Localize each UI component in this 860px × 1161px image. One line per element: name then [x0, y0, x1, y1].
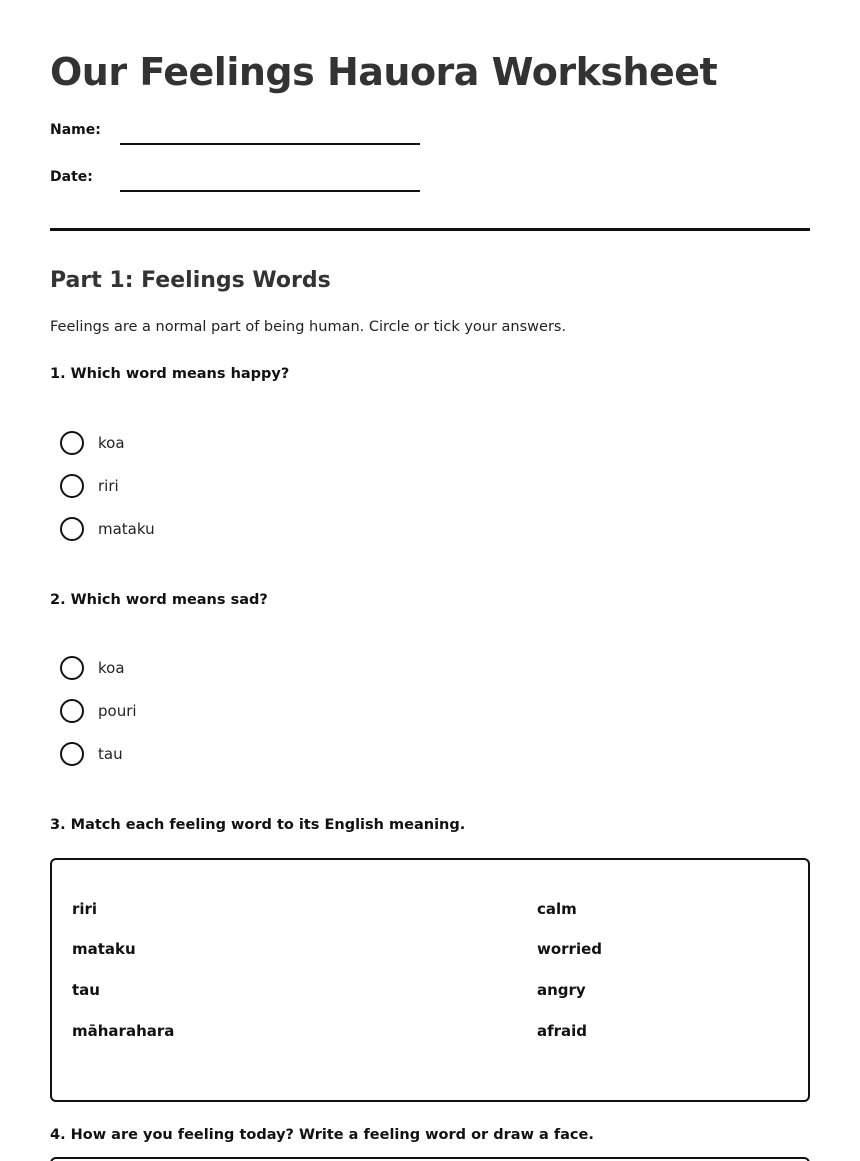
name-line[interactable] [120, 143, 420, 145]
page-title: Our Feelings Hauora Worksheet [50, 50, 718, 94]
match-left-item[interactable]: māharahara [72, 1022, 175, 1040]
date-label: Date: [50, 169, 93, 185]
q2-option-3[interactable] [60, 741, 123, 767]
match-left-item[interactable]: riri [72, 900, 98, 918]
section-title: Part 1: Feelings Words [50, 268, 331, 293]
radio-circle-icon[interactable] [60, 742, 84, 766]
answer-box[interactable] [50, 1157, 810, 1161]
q1-option-1[interactable] [60, 430, 125, 456]
q2-option-1[interactable] [60, 655, 125, 681]
option-label: mataku [98, 520, 155, 538]
question-1: 1. Which word means happy? [50, 366, 290, 382]
question-3: 3. Match each feeling word to its English meaning. [50, 817, 466, 833]
match-right-item[interactable]: afraid [537, 1022, 588, 1040]
radio-circle-icon[interactable] [60, 656, 84, 680]
radio-circle-icon[interactable] [60, 474, 84, 498]
match-left-item[interactable]: mataku [72, 940, 136, 958]
option-label: tau [98, 745, 123, 763]
match-right-item[interactable]: worried [537, 940, 603, 958]
match-right-item[interactable]: angry [537, 981, 586, 999]
question-2: 2. Which word means sad? [50, 592, 268, 608]
question-4: 4. How are you feeling today? Write a feeling word or draw a face. [50, 1127, 594, 1143]
option-label: koa [98, 659, 125, 677]
q1-option-3[interactable] [60, 516, 155, 542]
section-divider [50, 228, 810, 231]
q1-option-2[interactable] [60, 473, 119, 499]
option-label: pouri [98, 702, 137, 720]
radio-circle-icon[interactable] [60, 517, 84, 541]
match-right-item[interactable]: calm [537, 900, 577, 918]
name-label: Name: [50, 122, 101, 138]
matching-box [50, 858, 810, 1102]
section-intro: Feelings are a normal part of being human. Circle or tick your answers. [50, 319, 567, 335]
radio-circle-icon[interactable] [60, 699, 84, 723]
option-label: riri [98, 477, 119, 495]
radio-circle-icon[interactable] [60, 431, 84, 455]
match-left-item[interactable]: tau [72, 981, 100, 999]
option-label: koa [98, 434, 125, 452]
date-line[interactable] [120, 190, 420, 192]
q2-option-2[interactable] [60, 698, 137, 724]
